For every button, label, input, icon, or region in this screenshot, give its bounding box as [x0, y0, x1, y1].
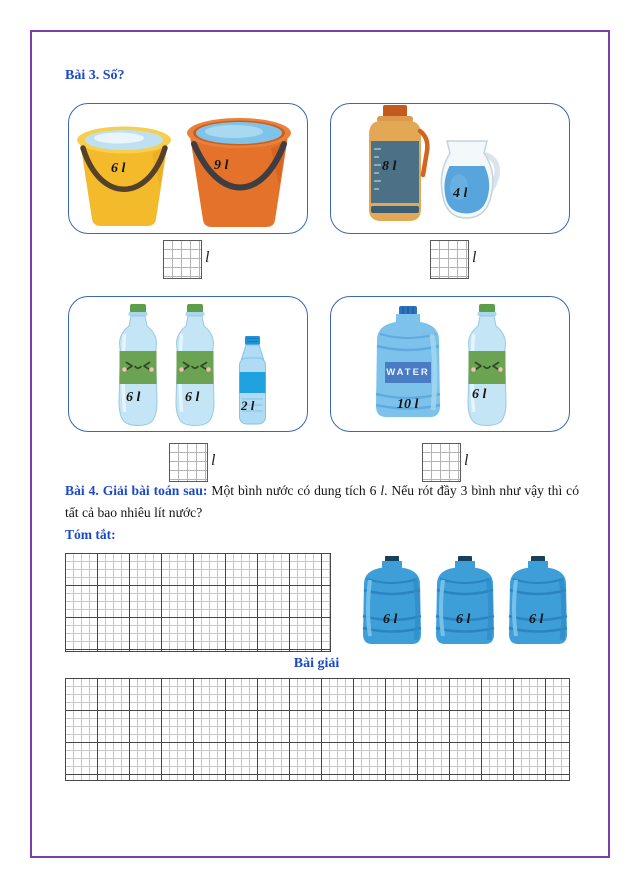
jug-icon [431, 556, 499, 650]
bai-giai-writing-grid[interactable] [65, 678, 570, 781]
water-bottle-icon [460, 304, 514, 428]
bai4-problem-part1: Một bình nước có dung tích 6 [207, 483, 381, 498]
answer-grid-2[interactable] [430, 240, 469, 279]
water-bottle-icon [168, 304, 222, 428]
bai3-heading: Bài 3. Số? [65, 68, 125, 83]
tom-tat-writing-grid[interactable] [65, 553, 331, 652]
pitcher-icon [435, 139, 500, 224]
bai3-box-buckets [68, 103, 308, 234]
water-brand-label: WATER [386, 367, 430, 378]
small-bottle-capacity-label: 2 l [241, 398, 255, 413]
answer-grid-1[interactable] [163, 240, 202, 279]
pitcher-capacity-label: 4 l [453, 186, 468, 201]
bottle-capacity-label: 6 l [472, 387, 487, 402]
answer-grid-3[interactable] [169, 443, 208, 482]
bottle-capacity-label: 6 l [126, 390, 141, 405]
tom-tat-label: Tóm tắt: [65, 527, 116, 542]
jug-capacity-label: 6 l [383, 612, 398, 627]
answer-unit-2: l [472, 249, 477, 266]
jug-capacity-label: 6 l [456, 612, 471, 627]
bai-giai-heading: Bài giải [293, 656, 340, 671]
bucket-capacity-label: 9 l [214, 158, 229, 173]
sport-bottle-icon [363, 105, 430, 227]
bai4-problem-text [65, 480, 579, 524]
answer-unit-3: l [211, 452, 216, 469]
bottle-capacity-label: 8 l [382, 159, 397, 174]
bai3-box-jug-bottle [330, 296, 570, 432]
orange-bucket-icon [183, 114, 295, 229]
answer-unit-4: l [464, 452, 469, 469]
answer-unit-1: l [205, 249, 210, 266]
bai4-heading: Bài 4. Giải bài toán sau: [65, 483, 208, 498]
jug-icon [358, 556, 426, 650]
jug-icon [504, 556, 572, 650]
liter-symbol: l [380, 483, 385, 498]
answer-grid-4[interactable] [422, 443, 461, 482]
bai4-problem-part2: . Nếu rót đầy 3 bình như vậy thì có tất cả bao nhiêu lít nước? [65, 483, 580, 520]
bucket-capacity-label: 6 l [111, 161, 126, 176]
bai3-box-bottle-pitcher [330, 103, 570, 234]
bottle-capacity-label: 6 l [185, 390, 200, 405]
bai3-box-bottles [68, 296, 308, 432]
water-bottle-icon [111, 304, 165, 428]
jug-capacity-label: 10 l [397, 397, 419, 412]
jug-capacity-label: 6 l [529, 612, 544, 627]
